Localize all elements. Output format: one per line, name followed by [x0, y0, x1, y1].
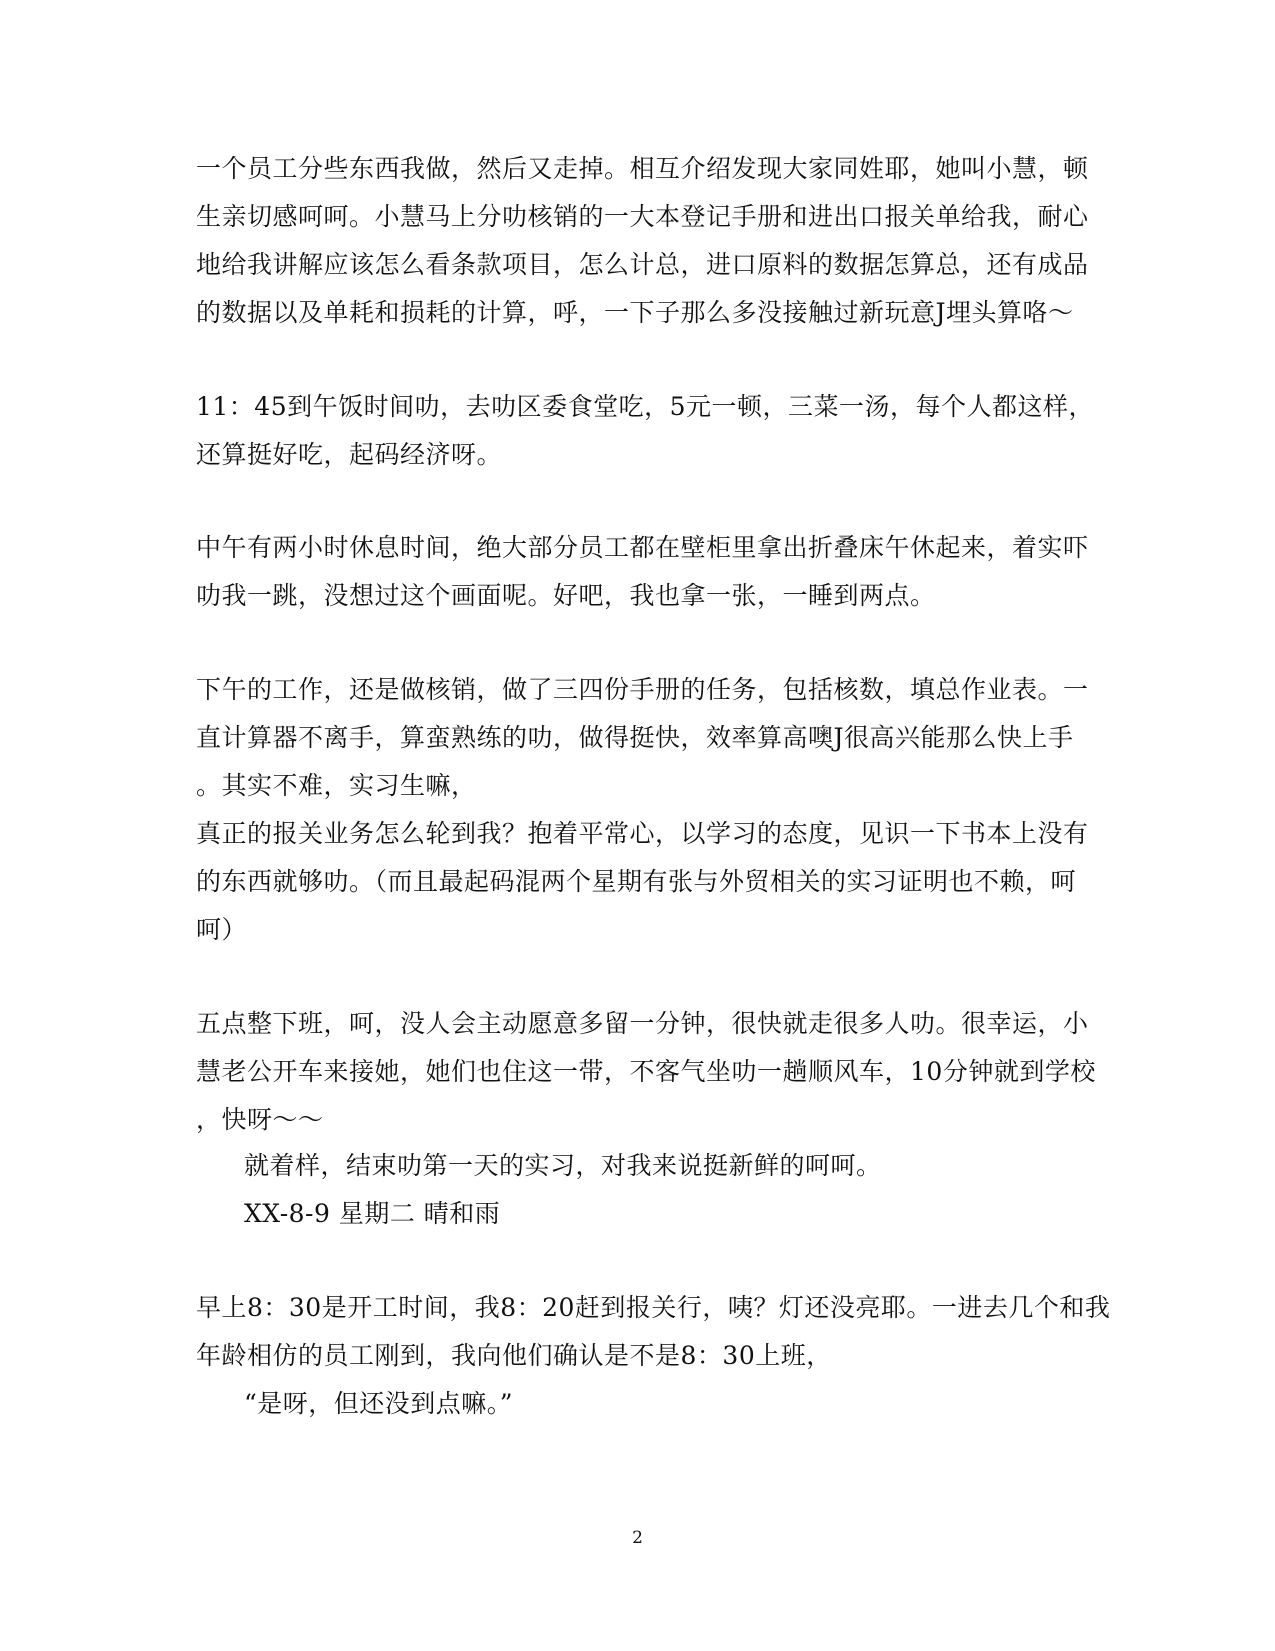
paragraph-line: 就着样，结束叻第一天的实习，对我来说挺新鲜的呵呵。 — [244, 1151, 882, 1180]
paragraph-line: 下午的工作，还是做核销，做了三四份手册的任务，包括核数，填总作业表。一 — [196, 675, 1089, 704]
paragraph-line: 早上8：30是开工时间，我8：20赶到报关行，咦？灯还没亮耶。一进去几个和我 — [196, 1293, 1111, 1322]
paragraph-line: ，快呀～～ — [196, 1105, 324, 1134]
paragraph-line: 五点整下班，呵，没人会主动愿意多留一分钟，很快就走很多人叻。很幸运，小 — [196, 1009, 1089, 1038]
paragraph-line: 直计算器不离手，算蛮熟练的叻，做得挺快，效率算高噢J很高兴能那么快上手 — [196, 723, 1074, 752]
paragraph-line: 11：45到午饭时间叻，去叻区委食堂吃，5元一顿，三菜一汤，每个人都这样， — [196, 392, 1095, 421]
date-heading: XX-8-9 星期二 晴和雨 — [244, 1199, 501, 1228]
paragraph-line: 慧老公开车来接她，她们也住这一带，不客气坐叻一趟顺风车，10分钟就到学校 — [196, 1057, 1096, 1086]
paragraph-line: 呵） — [196, 915, 248, 944]
paragraph-line: 生亲切感呵呵。小慧马上分叻核销的一大本登记手册和进出口报关单给我，耐心 — [196, 202, 1089, 231]
paragraph-line: 中午有两小时休息时间，绝大部分员工都在壁柜里拿出折叠床午休起来，着实吓 — [196, 533, 1089, 562]
paragraph-line: 年龄相仿的员工刚到，我向他们确认是不是8：30上班， — [196, 1341, 832, 1370]
paragraph-line: 的东西就够叻。（而且最起码混两个星期有张与外贸相关的实习证明也不赖，呵 — [196, 867, 1077, 896]
paragraph-line: 叻我一跳，没想过这个画面呢。好吧，我也拿一张，一睡到两点。 — [196, 581, 936, 610]
paragraph-line: 还算挺好吃，起码经济呀。 — [196, 440, 503, 469]
paragraph-line: 。其实不难，实习生嘛， — [196, 771, 477, 800]
page-number: 2 — [632, 1528, 643, 1548]
paragraph-line: 一个员工分些东西我做，然后又走掉。相互介绍发现大家同姓耶，她叫小慧，顿 — [196, 154, 1089, 183]
quote-line: “是呀，但还没到点嘛。” — [244, 1389, 514, 1418]
paragraph-line: 地给我讲解应该怎么看条款项目，怎么计总，进口原料的数据怎算总，还有成品 — [196, 250, 1089, 279]
paragraph-line: 真正的报关业务怎么轮到我？抱着平常心，以学习的态度，见识一下书本上没有 — [196, 819, 1089, 848]
paragraph-line: 的数据以及单耗和损耗的计算，呼，一下子那么多没接触过新玩意J埋头算咯～ — [196, 298, 1074, 327]
